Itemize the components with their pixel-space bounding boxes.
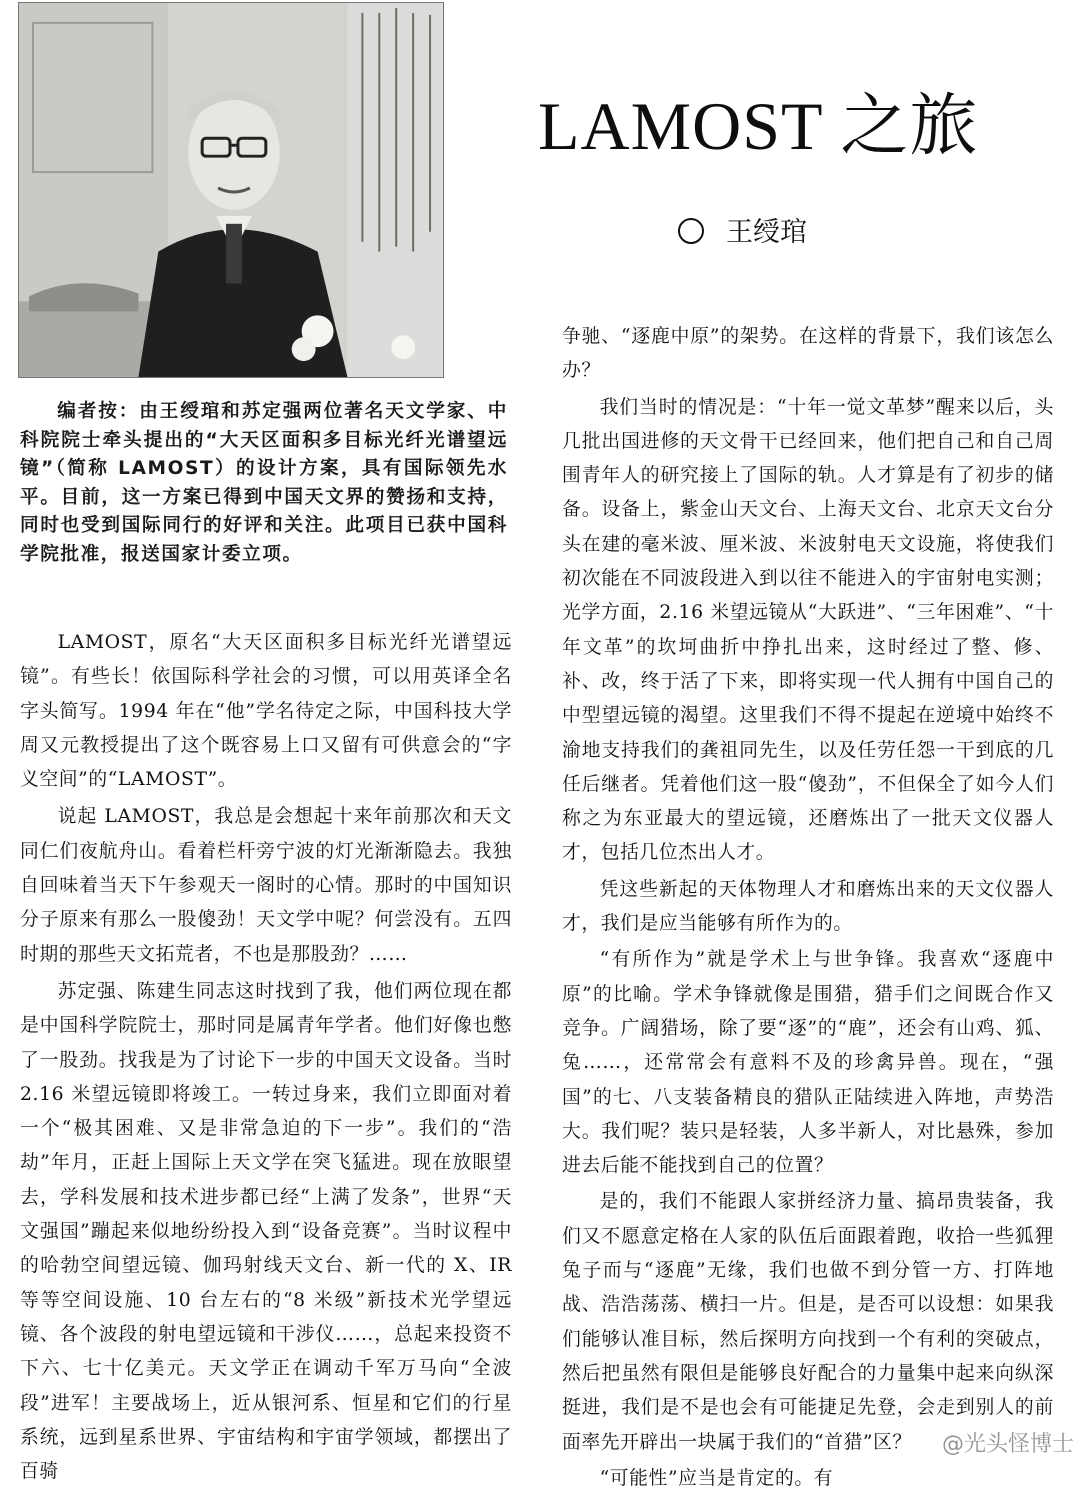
paragraph: 是的，我们不能跟人家拼经济力量、搞昂贵装备，我们又不愿意定格在人家的队伍后面跟着跑，收拾一些狐狸兔子而与“逐鹿”无缘，我们也做不到分管一方、打阵地战、浩浩荡荡、横扫一片。但是，是否可以设想：如果我们能够认准目标，然后探明方向找到一个有利的突破点，然后把虽然有限但是能够良好配合的力量集中起来向纵深挺进，我们是不是也会有可能捷足先登，会走到别人的前面率先开辟出一块属于我们的“首猎”区？ (562, 1191, 1054, 1453)
paragraph: LAMOST，原名“大天区面积多目标光纤光谱望远镜”。有些长！依国际科学社会的习惯，可以用英译全名字头简写。1994 年在“他”学名待定之际，中国科技大学周又元教授提出了这个既容易上口又留有可供意会的“字义空间”的“LAMOST”。 (20, 632, 512, 791)
author-line (678, 210, 807, 249)
paragraph-continued: 争驰、“逐鹿中原”的架势。在这样的背景下，我们该怎么办？ (562, 326, 1054, 382)
editor-note: 编者按：由王绶琯和苏定强两位著名天文学家、中科院院士牵头提出的“大天区面积多目标光纤光谱望远镜”（简称 LAMOST）的设计方案，具有国际领先水平。目前，这一方案已得到中国天文界的赞扬和支持，同时也受到国际同行的好评和关注。此项目已获中国科学院批准，报送国家计委立项。 (20, 401, 508, 565)
circle-bullet-icon (678, 218, 704, 244)
paragraph: “有所作为”就是学术上与世争锋。我喜欢“逐鹿中原”的比喻。学术争锋就像是围猎，猎手们之间既合作又竞争。广阔猎场，除了要“逐”的“鹿”，还会有山鸡、狐、兔……，还常常会有意料不及的珍禽异兽。现在，“强国”的七、八支装备精良的猎队正陆续进入阵地，声势浩大。我们呢？装只是轻装，人多半新人，对比悬殊，参加进去后能不能找到自己的位置？ (562, 949, 1054, 1177)
paragraph: “可能性”应当是肯定的。有 (599, 1467, 834, 1489)
paragraph: 我们当时的情况是：“十年一觉文革梦”醒来以后，头几批出国进修的天文骨干已经回来，他们把自己和自己周围青年人的研究接上了国际的轨。人才算是有了初步的储备。设备上，紫金山天文台、上海天文台、北京天文台分头在建的毫米波、厘米波、米波射电天文设施，将使我们初次能在不同波段进入到以往不能进入的宇宙射电实测；光学方面，2.16 米望远镜从“大跃进”、“三年困难”、“十年文革”的坎坷曲折中挣扎出来，这时经过了整、修、补、改，终于活了下来，即将实现一代人拥有中国自己的中型望远镜的渴望。这里我们不得不提起在逆境中始终不渝地支持我们的龚祖同先生，以及任劳任怨一干到底的几任后继者。凭着他们这一股“傻劲”，不但保全了如今人们称之为东亚最大的望远镜，还磨炼出了一批天文仪器人才，包括几位杰出人才。 (562, 396, 1054, 864)
article-title: LAMOST 之旅 (538, 88, 979, 164)
left-column (20, 626, 512, 1489)
watermark: @光头怪博士 (941, 1432, 1074, 1457)
author-name: 王绶琯 (726, 217, 807, 248)
portrait-image (19, 3, 443, 377)
author-portrait-photo (18, 2, 444, 378)
paragraph: 苏定强、陈建生同志这时找到了我，他们两位现在都是中国科学院院士，那时同是属青年学者。他们好像也憋了一股劲。找我是为了讨论下一步的中国天文设备。当时 2.16 米望远镜即将竣工。一转过身来，我们立即面对着一个“极其困难、又是非常急迫的下一步”。我们的“浩劫”年月，正赶上国际上天文学在突飞猛进。现在放眼望去，学科发展和技术进步都已经“上满了发条”，世界“天文强国”蹦起来似地纷纷投入到“设备竞赛”。当时议程中的哈勃空间望远镜、伽玛射线天文台、新一代的 X、IR 等等空间设施、10 台左右的“8 米级”新技术光学望远镜、各个波段的射电望远镜和干涉仪……，总起来投资不下六、七十亿美元。天文学正在调动千军万马向“全波段”进军！主要战场上，近从银河系、恒星和它们的行星系统，远到星系世界、宇宙结构和宇宙学领域，都摆出了百骑 (20, 980, 512, 1483)
paragraph: 凭这些新起的天体物理人才和磨炼出来的天文仪器人才，我们是应当能够有所作为的。 (562, 878, 1054, 935)
paragraph: 说起 LAMOST，我总是会想起十来年前那次和天文同仁们夜航舟山。看着栏杆旁宁波的灯光渐渐隐去。我独自回味着当天下午参观天一阁时的心情。那时的中国知识分子原来有那么一股傻劲！天文学中呢？何尝没有。五四时期的那些天文拓荒者，不也是那股劲？…… (20, 806, 512, 965)
right-column (562, 320, 1054, 1496)
